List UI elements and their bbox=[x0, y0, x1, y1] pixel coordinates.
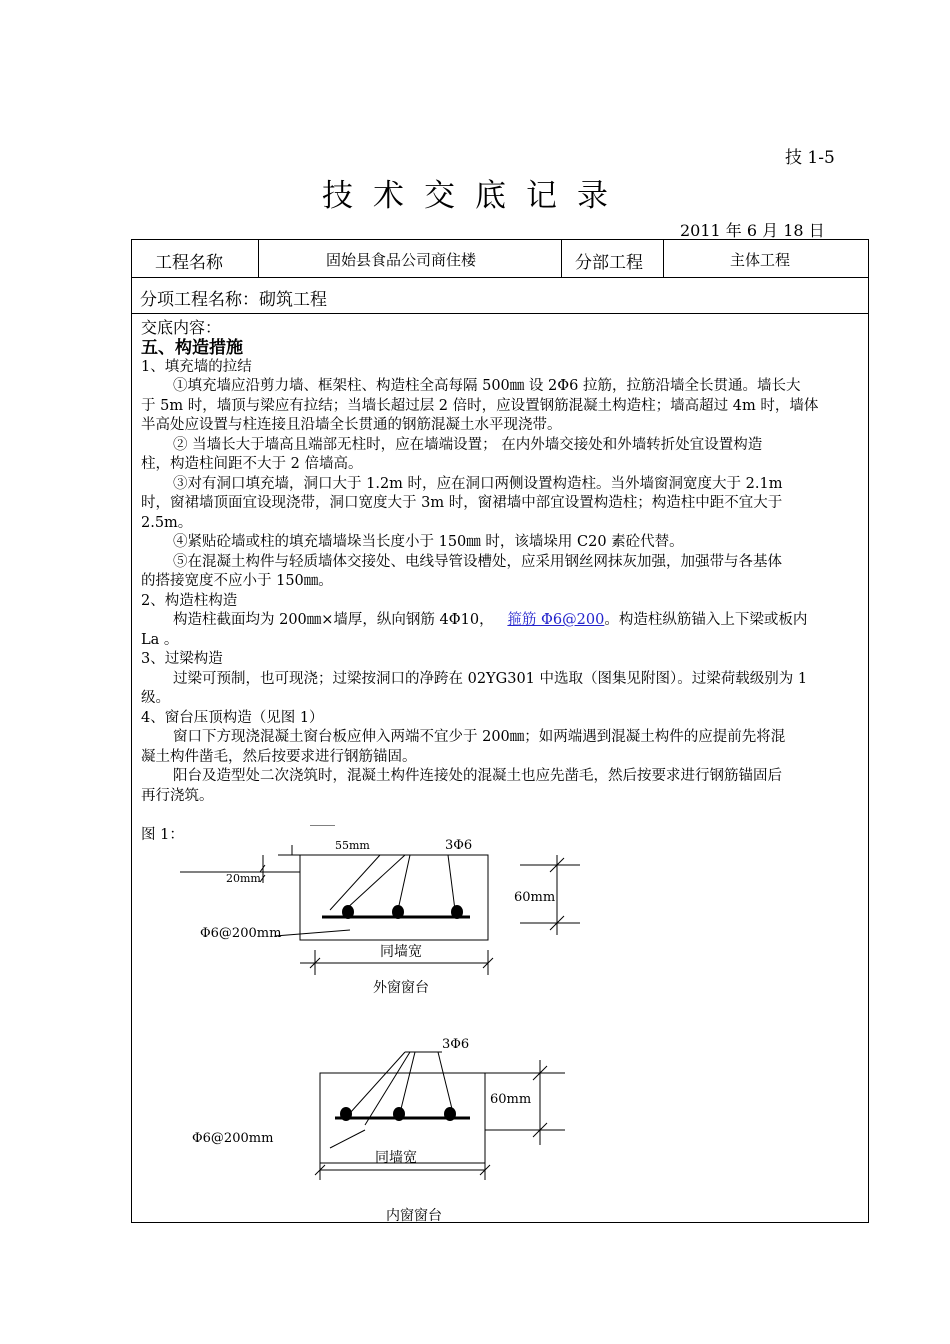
document-code: 技 1-5 bbox=[785, 148, 835, 168]
dim-20-label: 20mm bbox=[226, 872, 261, 885]
rebar-dot bbox=[444, 1107, 456, 1121]
stirrup-label: Φ6@200mm bbox=[192, 1131, 274, 1146]
text-line: ⑤在混凝土构件与轻质墙体交接处、电线导管设槽处，应采用钢丝网抹灰加强，加强带与各基体 bbox=[173, 553, 782, 570]
text-span: 。构造柱纵筋锚入上下梁或板内 bbox=[604, 612, 808, 628]
rebar-dot bbox=[393, 1107, 405, 1121]
text-line: 凝土构件凿毛，然后按要求进行钢筋锚固。 bbox=[141, 748, 417, 765]
text-line: ④紧贴砼墙或柱的填充墙墙垛当长度小于 150㎜ 时，该墙垛用 C20 素砼代替。 bbox=[173, 534, 684, 550]
text-line: ①填充墙应沿剪力墙、框架柱、构造柱全高每隔 500㎜ 设 2Φ6 拉筋，拉筋沿墙全长贯通。墙长大 bbox=[173, 378, 801, 394]
figure-exterior-sill bbox=[180, 825, 620, 1005]
dim-60-label: 60mm bbox=[514, 890, 556, 905]
width-label: 同墙宽 bbox=[380, 944, 422, 960]
text-line: 时，窗裙墙顶面宜设现浇带，洞口宽度大于 3m 时，窗裙墙中部宜设置构造柱；构造柱中距不宜大于 bbox=[141, 495, 783, 511]
document-date: 2011 年 6 月 18 日 bbox=[680, 221, 825, 240]
text-line: 于 5m 时，墙顶与梁应有拉结；当墙长超过层 2 倍时，应设置钢筋混凝土构造柱；墙高超过 4m 时，墙体 bbox=[141, 397, 819, 414]
width-label: 同墙宽 bbox=[375, 1150, 417, 1166]
text-line bbox=[141, 611, 861, 631]
text-line: ③对有洞口填充墙，洞口大于 1.2m 时，应在洞口两侧设置构造柱。当外墙窗洞宽度大于 2.1m bbox=[173, 475, 783, 492]
text-line: 半高处应设置与柱连接且沿墙全长贯通的钢筋混凝土水平现浇带。 bbox=[141, 417, 562, 433]
figure-caption: 内窗窗台 bbox=[386, 1208, 442, 1224]
content-label: 交底内容： bbox=[141, 318, 222, 337]
text-span: 构造柱截面均为 200㎜×墙厚，纵向钢筋 4Φ10， bbox=[173, 612, 494, 628]
row-divider bbox=[131, 277, 869, 278]
text-line: 窗口下方现浇混凝土窗台板应伸入两端不宜少于 200㎜；如两端遇到混凝土构件的应提前先将混 bbox=[173, 729, 786, 745]
text-line: 柱，构造柱间距不大于 2 倍墙高。 bbox=[141, 456, 363, 472]
subitem-name: 分项工程名称：砌筑工程 bbox=[140, 290, 327, 310]
text-line: La 。 bbox=[141, 631, 179, 648]
rebar-dot bbox=[392, 905, 404, 919]
project-name-value: 固始县食品公司商住楼 bbox=[326, 251, 477, 269]
dim-55-label: 55mm bbox=[335, 839, 370, 852]
division-value: 主体工程 bbox=[730, 251, 791, 269]
text-line: 级。 bbox=[141, 690, 170, 706]
figure-interior-sill bbox=[180, 1030, 620, 1225]
document-title: 技术交底记录 bbox=[322, 178, 628, 214]
text-line: 1、填充墙的拉结 bbox=[141, 358, 252, 375]
rebar-label: 3Φ6 bbox=[442, 1037, 470, 1052]
figure-caption: 外窗窗台 bbox=[373, 980, 429, 996]
text-line: 的搭接宽度不应小于 150㎜。 bbox=[141, 573, 333, 589]
rebar-label: 3Φ6 bbox=[445, 838, 473, 853]
section-heading: 五、构造措施 bbox=[141, 337, 243, 358]
rebar-dot bbox=[340, 1107, 352, 1121]
text-line: 2.5m。 bbox=[141, 514, 193, 531]
column-divider bbox=[663, 239, 664, 277]
figure-label: 图 1： bbox=[141, 826, 184, 843]
project-name-label: 工程名称 bbox=[155, 253, 223, 273]
stirrup-label: Φ6@200mm bbox=[200, 926, 282, 941]
column-divider bbox=[561, 239, 562, 277]
stirrup-link[interactable]: 箍筋 Φ6@200 bbox=[507, 612, 605, 628]
text-line: ② 当墙长大于墙高且端部无柱时，应在墙端设置； 在内外墙交接处和外墙转折处宜设置构造 bbox=[173, 436, 763, 453]
rebar-dot bbox=[451, 905, 463, 919]
text-line: 过梁可预制，也可现浇；过梁按洞口的净跨在 02YG301 中选取（图集见附图）。过梁荷载级别为 1 bbox=[173, 670, 808, 687]
column-divider bbox=[258, 239, 259, 277]
dim-60-label: 60mm bbox=[490, 1092, 532, 1107]
division-label: 分部工程 bbox=[575, 253, 643, 273]
row-divider bbox=[131, 313, 869, 314]
text-line: 3、过梁构造 bbox=[141, 651, 223, 667]
text-line: 2、构造柱构造 bbox=[141, 592, 238, 609]
disclosure-content bbox=[141, 318, 861, 845]
rebar-dot bbox=[342, 905, 354, 919]
blank-line bbox=[141, 806, 861, 826]
text-line: 4、窗台压顶构造（见图 1） bbox=[141, 709, 324, 726]
text-line: 阳台及造型处二次浇筑时，混凝土构件连接处的混凝土也应先凿毛，然后按要求进行钢筋锚固后 bbox=[173, 768, 782, 784]
text-line: 再行浇筑。 bbox=[141, 787, 214, 804]
